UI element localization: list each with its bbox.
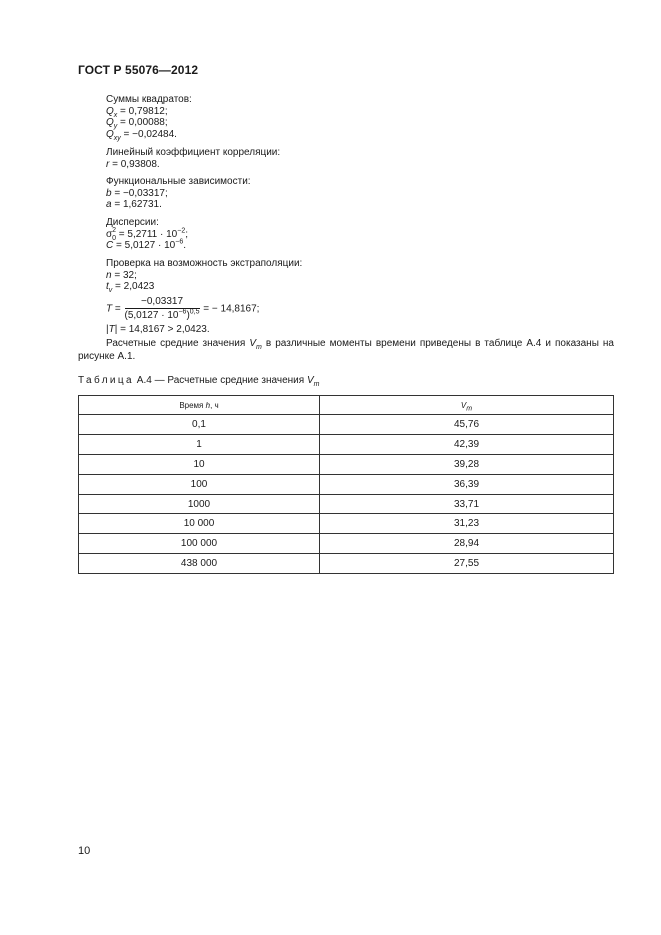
table-row — [79, 534, 614, 554]
r-line: r = 0,93808. — [106, 158, 160, 170]
sums-of-squares-block — [106, 94, 192, 140]
data-table — [78, 395, 614, 574]
n-line: n = 32; — [106, 269, 137, 281]
table-row — [79, 434, 614, 454]
table-row — [79, 554, 614, 574]
b-line: b = −0,03317; — [106, 187, 168, 199]
table-title: Таблица А.4 — Расчетные средние значения $V_m$ — [78, 375, 320, 388]
table-row — [79, 415, 614, 435]
header-time: Время h, ч — [79, 396, 320, 415]
cell-time: 10 — [79, 454, 320, 474]
sigma-line: $\sigma_0^2 = 5,2711 \cdot 10^{-2}$; — [106, 227, 188, 242]
standard-header: ГОСТ Р 55076—2012 — [78, 63, 199, 77]
abs-t-line: |T| = 14,8167 > 2,0423. — [106, 323, 210, 335]
description-paragraph: Расчетные средние значения $V_m$ в различные моменты времени приведены в таблице А.4 и показаны на рисунке А.1. — [78, 338, 614, 362]
t-formula: T = $\frac{-0,03317}{(5,0127 \cdot 10^{-6})^{0,5}}$ = − 14,8167; — [106, 295, 260, 322]
table-row — [79, 494, 614, 514]
table-row — [79, 474, 614, 494]
table-header-row — [79, 396, 614, 415]
dispersion-block — [106, 217, 188, 252]
cell-vm: 33,71 — [320, 494, 614, 514]
cell-vm: 42,39 — [320, 434, 614, 454]
extrapolation-title: Проверка на возможность экстраполяции: — [106, 258, 303, 269]
functional-title: Функциональные зависимости: — [106, 176, 251, 187]
cell-time: 0,1 — [79, 415, 320, 435]
cell-time: 1000 — [79, 494, 320, 514]
cell-time: 100 000 — [79, 534, 320, 554]
cell-vm: 36,39 — [320, 474, 614, 494]
dispersion-title: Дисперсии: — [106, 217, 159, 228]
functional-block — [106, 176, 251, 211]
header-vm: $V_m$ — [320, 396, 614, 415]
correlation-block — [106, 147, 280, 170]
cell-time: 10 000 — [79, 514, 320, 534]
extrapolation-block — [106, 258, 302, 336]
cell-vm: 45,76 — [320, 415, 614, 435]
sums-title: Суммы квадратов: — [106, 94, 192, 105]
cell-vm: 27,55 — [320, 554, 614, 574]
cell-time: 100 — [79, 474, 320, 494]
c-line: $C = 5,0127 \cdot 10^{-6}$. — [106, 238, 186, 252]
page-number: 10 — [78, 845, 91, 857]
cell-vm: 39,28 — [320, 454, 614, 474]
cell-vm: 28,94 — [320, 534, 614, 554]
qy-line: $Q_y = 0,00088$; — [106, 117, 168, 131]
table-row — [79, 454, 614, 474]
qxy-line: $Q_{xy} = -0,02484$. — [106, 128, 177, 142]
t-line: $t_v = 2,0423$ — [106, 281, 155, 295]
cell-time: 1 — [79, 434, 320, 454]
a-line: a = 1,62731. — [106, 199, 162, 211]
qx-line: $Q_x = 0,79812$; — [106, 105, 168, 119]
correlation-title: Линейный коэффициент корреляции: — [106, 147, 281, 158]
t-fraction: $\frac{-0,03317}{(5,0127 \cdot 10^{-6})^{0,5}}$ — [124, 295, 200, 322]
table-row — [79, 514, 614, 534]
cell-vm: 31,23 — [320, 514, 614, 534]
cell-time: 438 000 — [79, 554, 320, 574]
